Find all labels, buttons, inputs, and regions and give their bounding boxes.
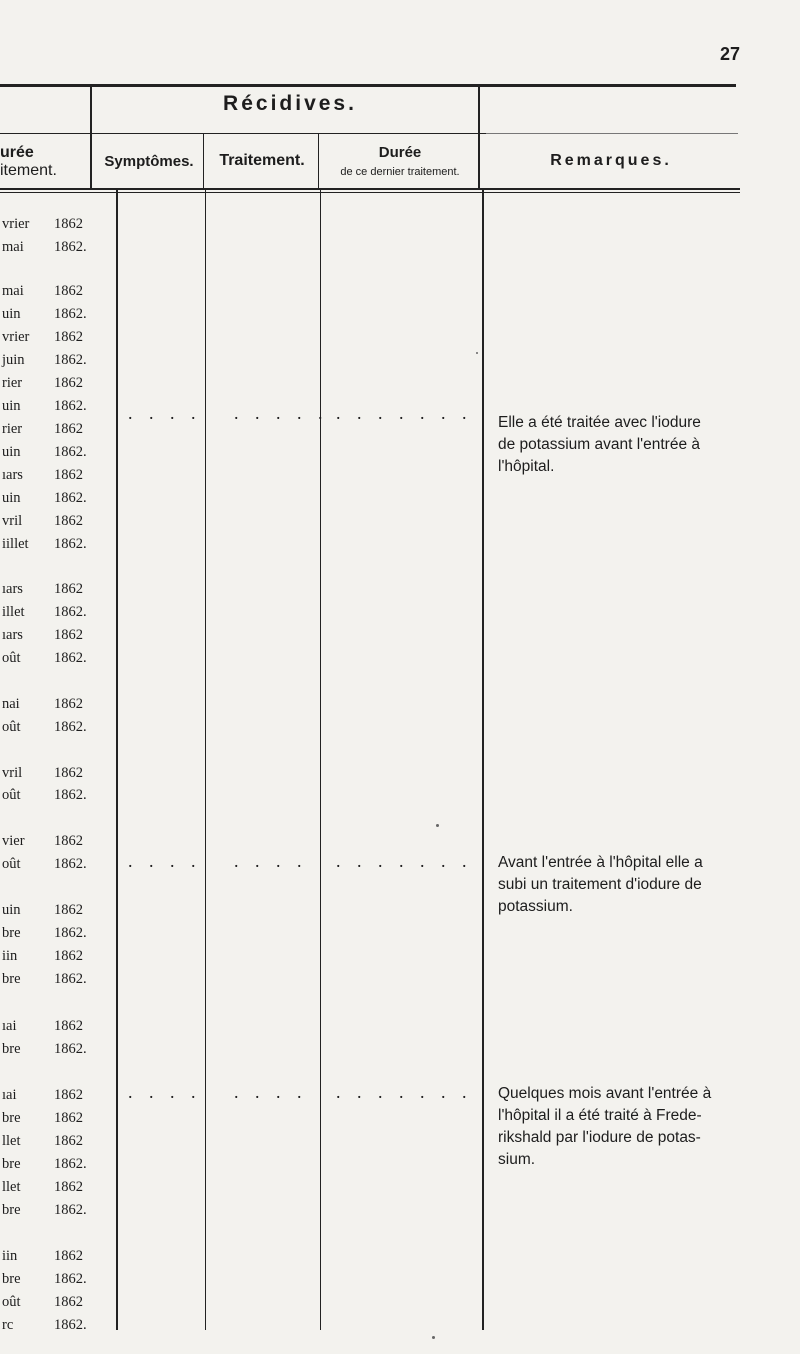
date-year: 1862: [54, 421, 83, 437]
date-year: 1862: [54, 902, 83, 918]
date-year: 1862: [54, 696, 83, 712]
date-month: bre: [2, 1156, 21, 1172]
date-month: iin: [2, 948, 18, 964]
date-year: 1862: [54, 329, 83, 345]
date-month: mai: [2, 283, 24, 299]
remark-1-line: Elle a été traitée avec l'iodure: [498, 414, 701, 431]
date-year: 1862.: [54, 352, 87, 368]
remark-2-line: subi un traitement d'iodure de: [498, 876, 702, 893]
header-rule: [0, 188, 740, 190]
date-month: illet: [2, 604, 25, 620]
date-month: bre: [2, 1041, 21, 1057]
date-year: 1862: [54, 1294, 83, 1310]
title-rule: [0, 133, 486, 134]
date-month: rc: [2, 1317, 14, 1333]
date-year: 1862.: [54, 1271, 87, 1287]
date-year: 1862: [54, 581, 83, 597]
date-month: ıai: [2, 1018, 17, 1034]
col-rule-3: [318, 134, 319, 190]
remark-3-line: Quelques mois avant l'entrée à: [498, 1085, 712, 1102]
date-year: 1862: [54, 765, 83, 781]
date-month: nai: [2, 696, 20, 712]
date-month: uin: [2, 398, 21, 414]
table-title: Récidives.: [223, 92, 357, 115]
date-year: 1862.: [54, 398, 87, 414]
date-year: 1862: [54, 513, 83, 529]
remark-3-line: sium.: [498, 1151, 536, 1168]
date-month: oût: [2, 1294, 21, 1310]
date-year: 1862: [54, 1018, 83, 1034]
date-year: 1862.: [54, 650, 87, 666]
remark-1-line: l'hôpital.: [498, 458, 555, 475]
header-traitement: Traitement.: [219, 152, 305, 169]
top-rule: [0, 84, 736, 87]
title-rule-right: [486, 133, 738, 134]
remark-1-line: de potassium avant l'entrée à: [498, 436, 700, 453]
header-remarques: Remarques.: [550, 152, 672, 169]
date-month: mai: [2, 239, 24, 255]
date-year: 1862.: [54, 971, 87, 987]
header-symptomes: Symptômes.: [104, 153, 194, 170]
date-month: bre: [2, 925, 21, 941]
date-year: 1862.: [54, 1202, 87, 1218]
date-month: bre: [2, 1110, 21, 1126]
header-duree-traitement: [0, 144, 86, 180]
col-rule-2: [203, 134, 204, 190]
date-month: ıars: [2, 467, 23, 483]
date-year: 1862: [54, 627, 83, 643]
dots-duree-1: . . . . . . .: [336, 403, 473, 423]
dots-traitement-1: . . . . .: [234, 403, 329, 423]
date-month: vier: [2, 833, 25, 849]
dots-traitement-3: . . . .: [234, 1082, 308, 1102]
col-rule-3b: [320, 190, 321, 1330]
date-month: bre: [2, 1202, 21, 1218]
header-duree: Durée: [378, 144, 422, 161]
date-month: oût: [2, 856, 21, 872]
date-year: 1862.: [54, 925, 87, 941]
date-year: 1862.: [54, 1317, 87, 1333]
date-month: uin: [2, 490, 21, 506]
dots-duree-3: . . . . . . .: [336, 1082, 473, 1102]
col-rule-2b: [205, 190, 206, 1330]
header-duree-line1: urée: [0, 144, 34, 161]
date-year: 1862: [54, 283, 83, 299]
col-rule-4: [478, 86, 480, 190]
date-year: 1862.: [54, 719, 87, 735]
date-year: 1862.: [54, 239, 87, 255]
date-year: 1862.: [54, 490, 87, 506]
date-month: rier: [2, 421, 23, 437]
date-month: oût: [2, 719, 21, 735]
col-rule-4b: [482, 190, 484, 1330]
scan-speck: [476, 352, 478, 354]
date-month: uin: [2, 902, 21, 918]
date-year: 1862: [54, 1179, 83, 1195]
date-month: llet: [2, 1133, 21, 1149]
dots-symptomes-1: . . . .: [128, 403, 202, 423]
remark-2-line: potassium.: [498, 898, 573, 915]
date-year: 1862: [54, 1248, 83, 1264]
remark-3-line: l'hôpital il a été traité à Frede-: [498, 1107, 702, 1124]
date-year: 1862.: [54, 306, 87, 322]
date-month: ıai: [2, 1087, 17, 1103]
date-year: 1862: [54, 1110, 83, 1126]
date-month: bre: [2, 971, 21, 987]
date-year: 1862: [54, 1133, 83, 1149]
date-year: 1862.: [54, 444, 87, 460]
remark-2: [498, 852, 788, 918]
date-year: 1862.: [54, 1156, 87, 1172]
dots-traitement-2: . . . .: [234, 851, 308, 871]
date-year: 1862.: [54, 856, 87, 872]
header-duree-subtitle: de ce dernier traitement.: [340, 166, 460, 178]
date-year: 1862.: [54, 536, 87, 552]
date-month: bre: [2, 1271, 21, 1287]
remark-2-line: Avant l'entrée à l'hôpital elle a: [498, 854, 703, 871]
date-month: oût: [2, 787, 21, 803]
dots-symptomes-2: . . . .: [128, 851, 202, 871]
date-month: vrier: [2, 216, 30, 232]
date-year: 1862.: [54, 604, 87, 620]
page-number: 27: [720, 44, 741, 64]
header-duree-line2: itement.: [0, 162, 57, 179]
date-month: vril: [2, 513, 23, 529]
date-month: llet: [2, 1179, 21, 1195]
col-rule-1b: [116, 190, 118, 1330]
date-month: uin: [2, 306, 21, 322]
date-year: 1862.: [54, 1041, 87, 1057]
date-month: ıars: [2, 627, 23, 643]
scan-speck: [432, 1336, 435, 1339]
date-month: rier: [2, 375, 23, 391]
date-month: uin: [2, 444, 21, 460]
remark-3: [498, 1083, 788, 1171]
col-rule-1: [90, 86, 92, 190]
date-year: 1862: [54, 467, 83, 483]
dots-symptomes-3: . . . .: [128, 1082, 202, 1102]
remark-3-line: rikshald par l'iodure de potas-: [498, 1129, 701, 1146]
date-month: oût: [2, 650, 21, 666]
date-month: iin: [2, 1248, 18, 1264]
date-year: 1862: [54, 375, 83, 391]
date-year: 1862.: [54, 787, 87, 803]
date-year: 1862: [54, 948, 83, 964]
dots-duree-2: . . . . . . .: [336, 851, 473, 871]
date-month: vril: [2, 765, 23, 781]
remark-1: [498, 412, 788, 478]
date-month: iillet: [2, 536, 29, 552]
date-month: vrier: [2, 329, 30, 345]
date-year: 1862: [54, 1087, 83, 1103]
scan-speck: [436, 824, 439, 827]
date-month: juin: [2, 352, 25, 368]
date-month: ıars: [2, 581, 23, 597]
date-year: 1862: [54, 216, 83, 232]
date-year: 1862: [54, 833, 83, 849]
header-rule-2: [0, 192, 740, 193]
